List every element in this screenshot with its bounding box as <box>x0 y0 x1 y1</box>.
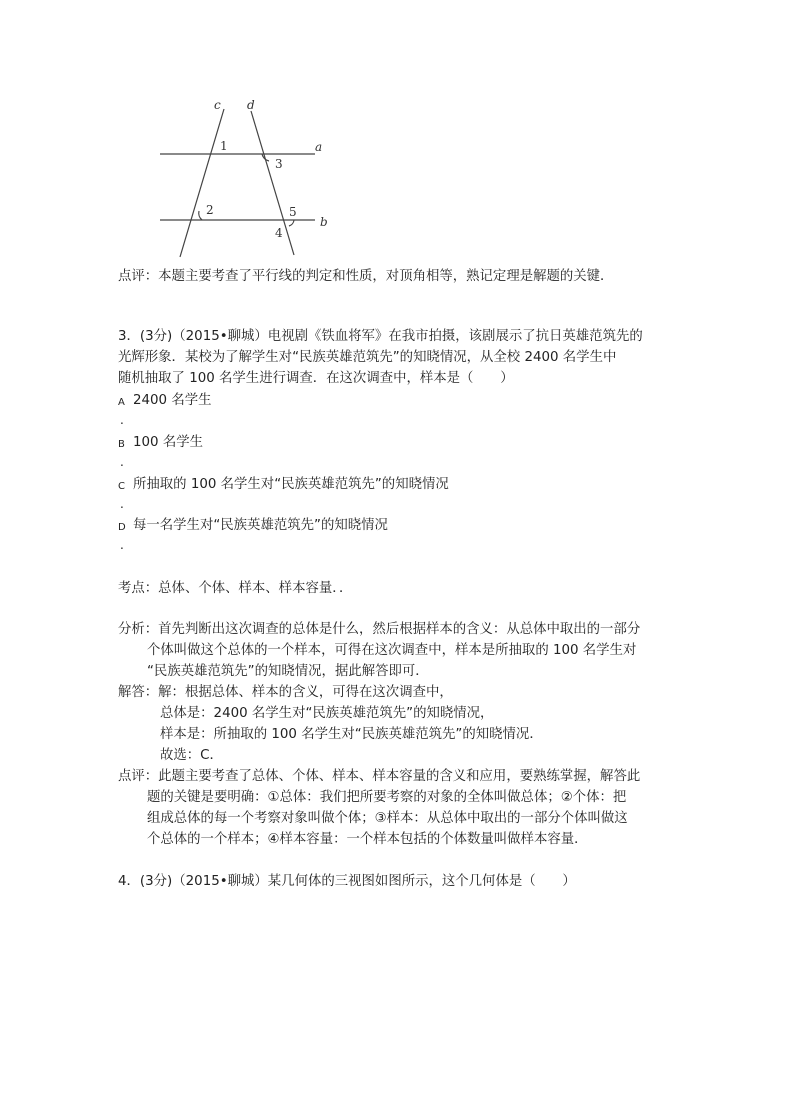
option-c-text: 所抽取的 100 名学生对“民族英雄范筑先”的知晓情况 <box>133 477 449 492</box>
option-d-dot: . <box>120 538 124 552</box>
angle-label-1: 1 <box>220 139 228 153</box>
parallel-lines-figure <box>150 95 340 265</box>
label-c: c <box>214 98 221 112</box>
option-a-letter: A <box>118 397 125 408</box>
option-d-text: 每一名学生对“民族英雄范筑先”的知晓情况 <box>133 518 388 533</box>
q4-stem: 4．(3分)（2015•聊城）某几何体的三视图如图所示，这个几何体是（ ） <box>118 874 576 889</box>
line-d <box>251 111 294 255</box>
q3-jieda-line-3: 样本是：所抽取的 100 名学生对“民族英雄范筑先”的知晓情况． <box>160 727 543 742</box>
angle-label-4: 4 <box>275 226 283 240</box>
angle-label-3: 3 <box>275 157 283 171</box>
line-c <box>180 109 224 257</box>
option-b-letter: B <box>118 439 125 450</box>
q3-jieda-line-1: 解答：解：根据总体、样本的含义，可得在这次调查中， <box>118 685 453 700</box>
angle-arc-5 <box>289 220 294 226</box>
angle-label-2: 2 <box>206 203 214 217</box>
q3-dianping-line-4: 个总体的一个样本；④样本容量：一个样本包括的个体数量叫做样本容量． <box>147 832 588 847</box>
q3-jieda-line-4: 故选：C． <box>160 748 223 763</box>
q3-fenxi-line-1: 分析：首先判断出这次调查的总体是什么，然后根据样本的含义：从总体中取出的一部分 <box>118 622 641 637</box>
label-d: d <box>247 98 255 112</box>
q3-dianping-line-3: 组成总体的每一个考察对象叫做个体；③样本：从总体中取出的一部分个体叫做这 <box>147 811 628 826</box>
label-b: b <box>320 215 328 229</box>
option-b-text: 100 名学生 <box>133 435 203 450</box>
q3-stem-line-1: 3．(3分)（2015•聊城）电视剧《铁血将军》在我市拍摄，该剧展示了抗日英雄范筑先的 <box>118 329 643 344</box>
option-a-text: 2400 名学生 <box>133 393 212 408</box>
option-c-dot: . <box>120 497 124 511</box>
q3-fenxi-line-3: “民族英雄范筑先”的知晓情况，据此解答即可． <box>147 664 429 679</box>
option-a-dot: . <box>120 413 124 427</box>
q3-fenxi-line-2: 个体叫做这个总体的一个样本，可得在这次调查中，样本是所抽取的 100 名学生对 <box>147 643 637 658</box>
angle-label-5: 5 <box>289 205 297 219</box>
q3-jieda-line-2: 总体是：2400 名学生对“民族英雄范筑先”的知晓情况， <box>160 706 494 721</box>
q3-stem-line-2: 光辉形象．某校为了解学生对“民族英雄范筑先”的知晓情况，从全校 2400 名学生中 <box>118 350 617 365</box>
q3-kaodian: 考点：总体、个体、样本、样本容量．． <box>118 581 353 596</box>
option-c-letter: C <box>118 481 125 492</box>
angle-arc-2 <box>199 211 202 220</box>
q3-stem-line-3: 随机抽取了 100 名学生进行调查．在这次调查中，样本是（ ） <box>118 371 514 386</box>
option-b-dot: . <box>120 455 124 469</box>
q3-dianping-line-2: 题的关键是要明确：①总体：我们把所要考察的对象的全体叫做总体；②个体：把 <box>147 790 627 805</box>
q3-dianping-line-1: 点评：此题主要考查了总体、个体、样本、样本容量的含义和应用，要熟练掌握，解答此 <box>118 769 641 784</box>
option-d-letter: D <box>118 522 126 533</box>
label-a: a <box>315 140 323 154</box>
q2-comment: 点评：本题主要考查了平行线的判定和性质，对顶角相等，熟记定理是解题的关键． <box>118 269 614 284</box>
